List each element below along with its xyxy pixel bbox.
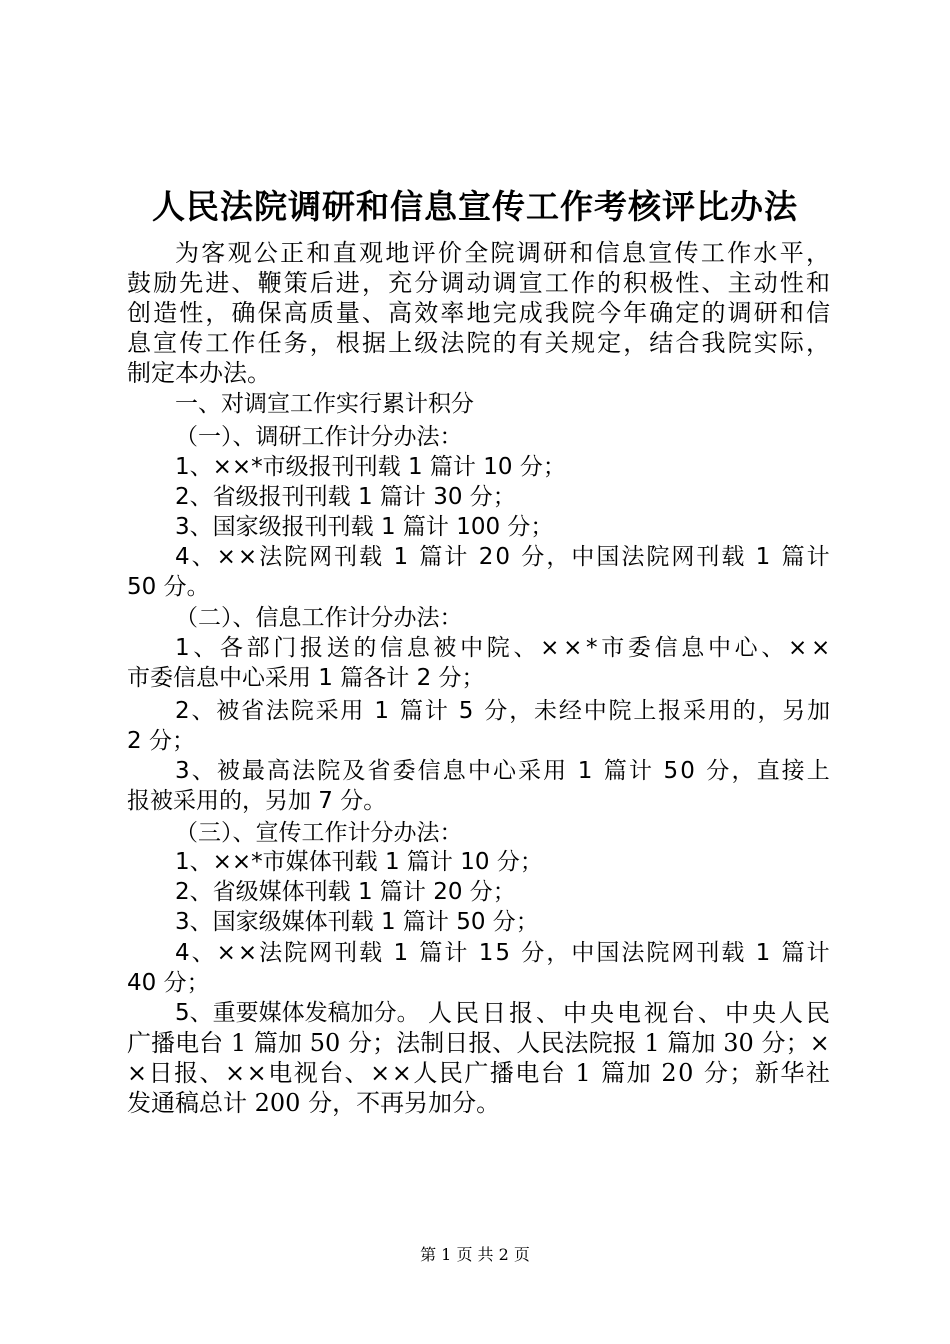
paragraph-line: 1、××*市级报刊刊载 1 篇计 10 分； [175, 454, 566, 480]
paragraph-line: （三）、宣传工作计分办法： [175, 820, 463, 846]
paragraph-line: 2、省级报刊刊载 1 篇计 30 分； [175, 484, 516, 510]
paragraph-line: 发通稿总计 200 分，不再另加分。 [127, 1089, 501, 1117]
page-footer: 第 1 页 共 2 页 [420, 1245, 530, 1264]
paragraph-line: 制定本办法。 [127, 359, 271, 387]
paragraph-line: 2、被省法院采用 1 篇计 5 分，未经中院上报采用的，另加 [175, 698, 832, 724]
paragraph-line: 3、国家级报刊刊载 1 篇计 100 分； [175, 514, 554, 540]
paragraph-line: 1、××*市媒体刊载 1 篇计 10 分； [175, 849, 543, 875]
paragraph-line: 40 分； [127, 970, 210, 996]
paragraph-line: 鼓励先进、鞭策后进，充分调动调宣工作的积极性、主动性和 [127, 269, 833, 297]
paragraph-line: 50 分。 [127, 574, 210, 600]
paragraph-line: 广播电台 1 篇加 50 分；法制日报、人民法院报 1 篇加 30 分；× [127, 1029, 830, 1057]
paragraph-line: 为客观公正和直观地评价全院调研和信息宣传工作水平， [175, 239, 833, 267]
paragraph-line: 市委信息中心采用 1 篇各计 2 分； [127, 665, 485, 691]
paragraph-line: 2、省级媒体刊载 1 篇计 20 分； [175, 879, 516, 905]
document-title: 人民法院调研和信息宣传工作考核评比办法 [152, 187, 798, 226]
paragraph-line: （一）、调研工作计分办法： [175, 424, 463, 450]
paragraph-line: 3、国家级媒体刊载 1 篇计 50 分； [175, 909, 539, 935]
paragraph-line: 息宣传工作任务，根据上级法院的有关规定，结合我院实际， [127, 329, 833, 357]
paragraph-line: 4、××法院网刊载 1 篇计 15 分，中国法院网刊载 1 篇计 [175, 940, 832, 966]
paragraph-line: （二）、信息工作计分办法： [175, 605, 463, 631]
paragraph-line: 4、××法院网刊载 1 篇计 20 分，中国法院网刊载 1 篇计 [175, 544, 832, 570]
paragraph-line: 人民日报、中央电视台、中央人民 [428, 999, 833, 1027]
paragraph-line: ×日报、××电视台、××人民广播电台 1 篇加 20 分；新华社 [127, 1059, 832, 1087]
paragraph-line: 5、重要媒体发稿加分。 [175, 1000, 420, 1026]
paragraph-line: 创造性，确保高质量、高效率地完成我院今年确定的调研和信 [127, 299, 833, 327]
paragraph-line: 1、各部门报送的信息被中院、××*市委信息中心、×× [175, 635, 834, 661]
paragraph-line: 2 分； [127, 728, 195, 754]
paragraph-line: 一、对调宣工作实行累计积分 [175, 391, 474, 417]
paragraph-line: 报被采用的，另加 7 分。 [127, 788, 387, 814]
paragraph-line: 3、被最高法院及省委信息中心采用 1 篇计 50 分，直接上 [175, 758, 832, 784]
